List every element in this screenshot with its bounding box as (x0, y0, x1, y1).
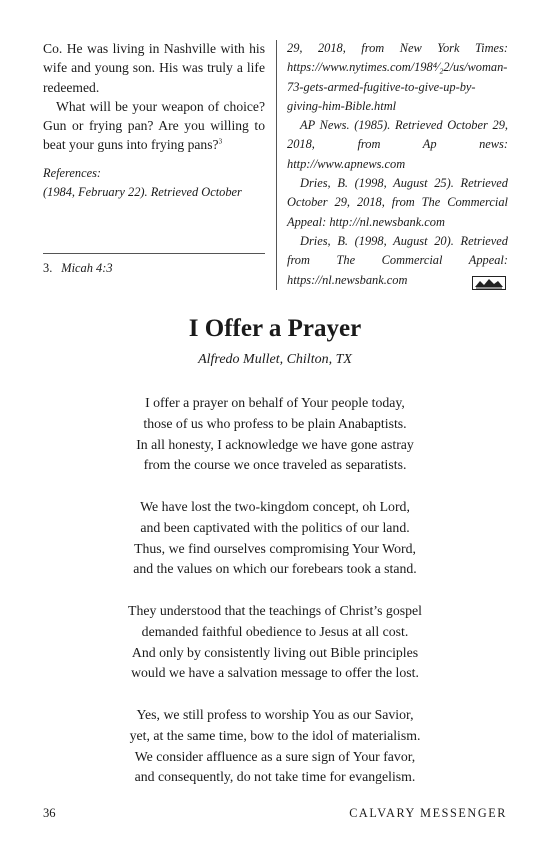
poem-body (0, 393, 550, 809)
poem-line: and been captivated with the politics of our land. (140, 519, 410, 535)
poem-line: In all honesty, I acknowledge we have gone astray (136, 436, 414, 452)
footnote-marker: 3 (218, 137, 223, 146)
reference-entry-first: (1984, February 22). Retrieved October (43, 185, 242, 200)
body-paragraph-2 (43, 97, 265, 155)
poem-line: and the values on which our forebears took a stand. (133, 561, 417, 577)
footnote-text: Micah 4:3 (61, 261, 113, 275)
footnote (43, 261, 113, 276)
poem-line: Yes, we still profess to worship You as our Savior, (136, 706, 414, 722)
body-paragraph-2-text: What will be your weapon of choice? Gun or frying pan? Are you willing to beat your guns into frying pans? (43, 98, 265, 153)
right-column (287, 39, 508, 290)
poem-line: And only by consistently living out Bible principles (131, 644, 419, 660)
page-number: 36 (43, 806, 56, 820)
poem-line: We consider affluence as a sure sign of Your favor, (134, 748, 416, 764)
reference-entry-dries-aug20: Dries, B. (1998, August 20). Retrieved from The Commercial Appeal: https://nl.newsbank.com (287, 233, 508, 287)
references-block (43, 164, 265, 203)
left-column (43, 39, 265, 202)
footnote-number: 3. (43, 261, 53, 275)
poem-line: They understood that the teachings of Christ’s gospel (128, 602, 422, 618)
poem-stanza-2 (0, 497, 550, 580)
body-paragraph-1: Co. He was living in Nashville with his wife and young son. His was truly a life redeemed. (43, 41, 265, 95)
poem-line: from the course we once traveled as separatists. (143, 457, 407, 473)
poem-line: yet, at the same time, bow to the idol of materialism. (129, 727, 421, 743)
references-heading: References: (43, 165, 102, 180)
poem-author: Alfredo Mullet, Chilton, TX (198, 352, 352, 367)
poem-line: We have lost the two-kingdom concept, oh Lord, (140, 498, 410, 514)
reference-entry-dries-aug25: Dries, B. (1998, August 25). Retrieved October 29, 2018, from The Commercial Appeal: http://nl.newsbank.com (287, 176, 508, 229)
reference-entry-continued: 29, 2018, from New York Times: https://www.nytimes.com/198⁴⁄₂2/us/woman-73-gets-armed-fugitive-to-give-up-by-giving-him-Bible.html (287, 41, 508, 113)
poem-line: Thus, we find ourselves compromising Your Word, (134, 540, 416, 556)
poem-line: and consequently, do not take time for evangelism. (134, 769, 416, 785)
footnote-rule (43, 253, 265, 254)
poem-stanza-4 (0, 705, 550, 788)
column-divider (276, 40, 277, 290)
poem-line: I offer a prayer on behalf of Your people today, (145, 395, 405, 410)
poem-title: I Offer a Prayer (188, 315, 362, 342)
ornament-icon (472, 276, 506, 290)
reference-entry-ap-news: AP News. (1985). Retrieved October 29, 2018, from Ap news: http://www.apnews.com (287, 118, 508, 171)
running-head: CALVARY MESSENGER (349, 806, 507, 820)
poem-line: those of us who profess to be plain Anabaptists. (143, 415, 407, 431)
poem-line: would we have a salvation message to offer the lost. (131, 665, 419, 681)
poem-stanza-1 (0, 393, 550, 476)
poem-stanza-3 (0, 601, 550, 684)
poem-line: demanded faithful obedience to Jesus at all cost. (141, 623, 409, 639)
